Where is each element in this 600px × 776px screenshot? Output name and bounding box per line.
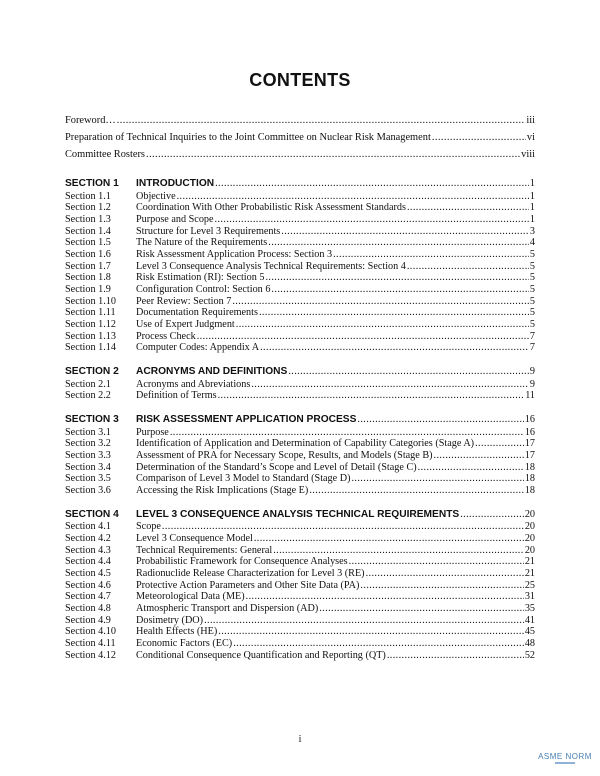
entry-number: Section 4.6	[65, 579, 111, 591]
toc-subsection-row[interactable]	[65, 284, 535, 296]
entry-title: Peer Review: Section 7	[136, 295, 232, 307]
entry-page: 11	[525, 390, 535, 402]
entry-page: 48	[524, 638, 535, 649]
entry-title: LEVEL 3 CONSEQUENCE ANALYSIS TECHNICAL REQUIREMENTS	[136, 508, 460, 520]
dot-leader	[204, 615, 524, 627]
entry-number: Section 1.14	[65, 342, 116, 354]
toc-subsection-row[interactable]	[65, 342, 535, 354]
dot-leader	[351, 473, 523, 485]
dot-leader	[218, 626, 524, 638]
entry-number: Section 1.1	[65, 190, 111, 202]
entry-title: Identification of Application and Determination of Capability Categories (Stage A)	[136, 438, 475, 450]
dot-leader	[197, 331, 529, 343]
dot-leader	[246, 591, 524, 603]
dot-leader	[265, 272, 528, 284]
toc-section-heading[interactable]	[65, 365, 535, 379]
dot-leader	[251, 379, 529, 391]
entry-title: Assessment of PRA for Necessary Scope, Results, and Models (Stage B)	[136, 449, 433, 461]
entry-title: Committee Rosters	[65, 149, 145, 160]
dot-leader	[232, 296, 529, 308]
entry-page: 5	[529, 307, 535, 319]
dot-leader	[432, 129, 526, 146]
entry-page: 1	[529, 178, 535, 189]
entry-number: Section 1.13	[65, 330, 116, 342]
dot-leader	[460, 508, 524, 522]
entry-page: 18	[524, 461, 535, 473]
entry-number: Section 4.9	[65, 614, 111, 626]
entry-page: 1	[529, 213, 535, 225]
entry-title: Dosimetry (DO)	[136, 614, 204, 626]
entry-number: Section 1.10	[65, 295, 116, 307]
entry-title: Definition of Terms	[136, 390, 217, 402]
entry-title: Structure for Level 3 Requirements	[136, 225, 281, 237]
entry-number: Section 4.10	[65, 626, 116, 638]
toc-section-block	[65, 177, 535, 354]
dot-leader	[360, 580, 523, 592]
entry-title: Determination of the Standard’s Scope and Level of Detail (Stage C)	[136, 461, 417, 473]
dot-leader	[254, 533, 524, 545]
entry-page: 20	[524, 544, 535, 556]
entry-title: Conditional Consequence Quantification and Reporting (QT)	[136, 649, 386, 661]
dot-leader	[288, 365, 529, 379]
front-matter-row[interactable]	[65, 112, 535, 129]
entry-title: Preparation of Technical Inquiries to the Joint Committee on Nuclear Risk Management	[65, 132, 431, 143]
entry-page: iii	[526, 115, 535, 126]
toc-subsection-row[interactable]	[65, 390, 535, 402]
toc-subsection-row[interactable]	[65, 261, 535, 273]
toc-subsection-row[interactable]	[65, 580, 535, 592]
entry-page: 21	[524, 556, 535, 568]
dot-leader	[259, 307, 529, 319]
entry-page: 5	[529, 295, 535, 307]
toc-subsection-row[interactable]	[65, 202, 535, 214]
entry-number: Section 1.8	[65, 272, 111, 284]
dot-leader	[233, 638, 524, 650]
entry-page: 7	[529, 330, 535, 342]
entry-number: Section 4.4	[65, 556, 111, 568]
toc-subsection-row[interactable]	[65, 533, 535, 545]
toc-section-heading[interactable]	[65, 413, 535, 427]
toc-subsection-row[interactable]	[65, 638, 535, 650]
entry-page: 5	[529, 260, 535, 272]
toc-subsection-row[interactable]	[65, 427, 535, 439]
dot-leader	[434, 450, 524, 462]
entry-number: Section 3.1	[65, 426, 111, 438]
entry-page: 20	[524, 508, 535, 520]
entry-number: Section 2.1	[65, 378, 111, 390]
toc-subsection-row[interactable]	[65, 191, 535, 203]
entry-title: Health Effects (HE)	[136, 626, 218, 638]
dot-leader	[273, 545, 524, 557]
entry-title: Use of Expert Judgment	[136, 319, 235, 331]
entry-page: 25	[524, 579, 535, 591]
entry-number: Section 1.3	[65, 213, 111, 225]
entry-number: Section 4.2	[65, 532, 111, 544]
entry-number: Section 2.2	[65, 390, 111, 402]
entry-title: Technical Requirements: General	[136, 544, 273, 556]
entry-title: Computer Codes: Appendix A	[136, 342, 260, 354]
entry-title: Documentation Requirements	[136, 307, 258, 319]
dot-leader	[236, 319, 529, 331]
entry-title: Foreword…	[65, 115, 116, 126]
toc-subsection-row[interactable]	[65, 626, 535, 638]
entry-number: SECTION 4	[65, 508, 119, 520]
entry-number: Section 1.7	[65, 260, 111, 272]
entry-number: Section 4.3	[65, 544, 111, 556]
toc-subsection-row[interactable]	[65, 650, 535, 662]
entry-title: Purpose	[136, 426, 169, 438]
dot-leader	[218, 390, 525, 402]
entry-page: 18	[524, 473, 535, 485]
entry-title: Risk Estimation (RI): Section 5	[136, 272, 265, 284]
entry-page: 16	[524, 414, 535, 425]
watermark-underline	[555, 762, 575, 764]
toc-subsection-row[interactable]	[65, 545, 535, 557]
entry-page: 1	[529, 190, 535, 202]
entry-page: 7	[529, 342, 535, 354]
entry-title: ACRONYMS AND DEFINITIONS	[136, 366, 288, 378]
entry-page: 5	[529, 248, 535, 260]
dot-leader	[146, 146, 520, 163]
toc-subsection-row[interactable]	[65, 485, 535, 497]
toc-section-heading[interactable]	[65, 508, 535, 522]
dot-leader	[333, 249, 529, 261]
toc-subsection-row[interactable]	[65, 237, 535, 249]
entry-page: 3	[529, 225, 535, 237]
dot-leader	[407, 202, 529, 214]
toc-section-block	[65, 413, 535, 497]
toc-subsection-row[interactable]	[65, 272, 535, 284]
dot-leader	[268, 237, 529, 249]
entry-page: 20	[524, 521, 535, 533]
entry-title: Atmospheric Transport and Dispersion (AD)	[136, 602, 319, 614]
dot-leader	[418, 462, 524, 474]
toc-subsection-row[interactable]	[65, 296, 535, 308]
entry-page: 5	[529, 272, 535, 284]
dot-leader	[475, 438, 524, 450]
entry-title: RISK ASSESSMENT APPLICATION PROCESS	[136, 414, 357, 425]
entry-page: 16	[524, 426, 535, 438]
entry-number: Section 1.4	[65, 225, 111, 237]
entry-title: Process Check	[136, 330, 196, 342]
entry-number: Section 4.8	[65, 602, 111, 614]
entry-number: SECTION 2	[65, 366, 119, 378]
dot-leader	[170, 427, 524, 439]
entry-page: viii	[521, 149, 535, 160]
entry-page: 45	[524, 626, 535, 638]
toc-subsection-row[interactable]	[65, 307, 535, 319]
entry-title: Purpose and Scope	[136, 213, 214, 225]
entry-page: 21	[524, 567, 535, 579]
entry-title: Radionuclide Release Characterization for Level 3 (RE)	[136, 567, 365, 579]
entry-number: Section 1.2	[65, 202, 111, 214]
front-matter-list	[65, 112, 535, 163]
entry-page: 52	[524, 649, 535, 661]
page-title: CONTENTS	[249, 70, 351, 90]
dot-leader	[215, 177, 529, 191]
toc-subsection-row[interactable]	[65, 615, 535, 627]
entry-number: Section 1.12	[65, 319, 116, 331]
entry-page: 35	[524, 602, 535, 614]
entry-title: Level 3 Consequence Model	[136, 532, 253, 544]
toc-subsection-row[interactable]	[65, 379, 535, 391]
entry-number: Section 1.9	[65, 284, 111, 295]
toc-subsection-row[interactable]	[65, 331, 535, 343]
dot-leader	[319, 603, 524, 615]
entry-title: Economic Factors (EC)	[136, 638, 233, 649]
toc-section-heading[interactable]	[65, 177, 535, 191]
entry-title: Meteorological Data (ME)	[136, 591, 245, 603]
entry-number: Section 3.3	[65, 449, 111, 461]
toc-subsection-row[interactable]	[65, 462, 535, 474]
table-of-contents	[65, 177, 535, 672]
entry-number: SECTION 1	[65, 178, 119, 189]
front-matter-row[interactable]	[65, 129, 535, 146]
dot-leader	[349, 556, 524, 568]
entry-page: 31	[524, 591, 535, 603]
entry-number: SECTION 3	[65, 414, 119, 425]
entry-page: 5	[529, 284, 535, 295]
front-matter-row[interactable]	[65, 146, 535, 163]
entry-number: Section 3.6	[65, 484, 111, 496]
entry-number: Section 3.4	[65, 461, 111, 473]
toc-subsection-row[interactable]	[65, 226, 535, 238]
entry-title: Acronyms and Abreviations	[136, 378, 251, 390]
entry-page: 18	[524, 484, 535, 496]
entry-title: Comparison of Level 3 Model to Standard (Stage D)	[136, 473, 351, 485]
entry-page: 1	[529, 202, 535, 214]
entry-number: Section 1.6	[65, 248, 111, 260]
entry-number: Section 4.12	[65, 649, 116, 661]
entry-page: 9	[529, 366, 535, 378]
entry-number: Section 4.11	[65, 638, 116, 649]
page-number: i	[298, 734, 302, 745]
dot-leader	[309, 485, 524, 497]
entry-title: Accessing the Risk Implications (Stage E)	[136, 484, 309, 496]
dot-leader	[281, 226, 529, 238]
dot-leader	[366, 568, 524, 580]
entry-number: Section 4.7	[65, 591, 111, 603]
dot-leader	[177, 191, 529, 203]
entry-title: Level 3 Consequence Analysis Technical Requirements: Section 4	[136, 260, 406, 272]
entry-page: 41	[524, 614, 535, 626]
entry-number: Section 4.5	[65, 567, 111, 579]
dot-leader	[162, 521, 524, 533]
dot-leader	[260, 342, 529, 354]
entry-number: Section 1.11	[65, 307, 116, 319]
entry-title: Probabilistic Framework for Consequence Analyses	[136, 556, 348, 568]
entry-number: Section 3.5	[65, 473, 111, 485]
dot-leader	[357, 413, 523, 427]
toc-subsection-row[interactable]	[65, 603, 535, 615]
entry-page: 17	[524, 449, 535, 461]
entry-title: Protective Action Parameters and Other Site Data (PA)	[136, 579, 360, 591]
entry-page: 5	[529, 319, 535, 331]
watermark-text: ASME NORM	[538, 752, 592, 761]
toc-subsection-row[interactable]	[65, 450, 535, 462]
watermark-logo	[534, 752, 596, 772]
dot-leader	[117, 112, 526, 129]
entry-number: Section 1.5	[65, 237, 111, 249]
entry-page: 9	[529, 378, 535, 390]
dot-leader	[215, 214, 529, 226]
entry-title: Scope	[136, 521, 161, 533]
entry-number: Section 3.2	[65, 438, 111, 450]
toc-subsection-row[interactable]	[65, 591, 535, 603]
toc-subsection-row[interactable]	[65, 438, 535, 450]
toc-section-block	[65, 365, 535, 402]
dot-leader	[407, 261, 529, 273]
entry-title: Objective	[136, 190, 176, 202]
dot-leader	[387, 650, 524, 662]
entry-page: 20	[524, 532, 535, 544]
entry-number: Section 4.1	[65, 521, 111, 533]
entry-title: The Nature of the Requirements	[136, 237, 268, 249]
toc-subsection-row[interactable]	[65, 319, 535, 331]
entry-page: vi	[526, 132, 535, 143]
toc-subsection-row[interactable]	[65, 521, 535, 533]
toc-subsection-row[interactable]	[65, 473, 535, 485]
entry-title: INTRODUCTION	[136, 178, 215, 189]
toc-subsection-row[interactable]	[65, 568, 535, 580]
toc-subsection-row[interactable]	[65, 249, 535, 261]
dot-leader	[271, 284, 528, 296]
toc-subsection-row[interactable]	[65, 556, 535, 568]
entry-page: 17	[524, 438, 535, 450]
toc-subsection-row[interactable]	[65, 214, 535, 226]
entry-title: Coordination With Other Probabilistic Risk Assessment Standards	[136, 202, 406, 214]
entry-title: Configuration Control: Section 6	[136, 284, 271, 295]
entry-page: 4	[529, 237, 535, 249]
entry-title: Risk Assessment Application Process: Section 3	[136, 248, 333, 260]
toc-section-block	[65, 508, 535, 662]
